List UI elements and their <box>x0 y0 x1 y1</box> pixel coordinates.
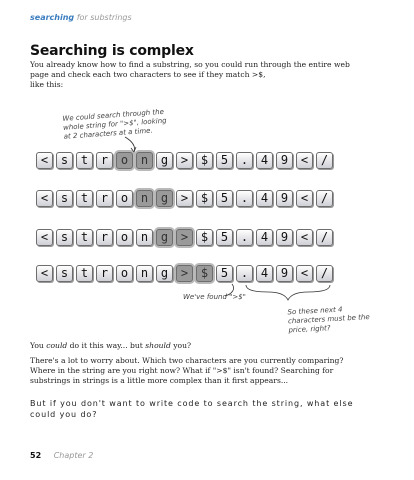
char-key: o <box>116 152 133 169</box>
char-key: / <box>316 190 333 207</box>
char-key: < <box>36 152 53 169</box>
header-section: searching <box>30 13 75 22</box>
char-key: 9 <box>276 265 293 282</box>
char-key: . <box>236 265 253 282</box>
char-row <box>36 190 333 207</box>
next-note: So these next 4 characters must be the price, right? <box>287 305 370 335</box>
char-key: n <box>136 152 153 169</box>
char-key: g <box>156 190 173 207</box>
complexity-paragraph: There's a lot to worry about. Which two characters are you currently comparing? Where in the string are you right now? What if ">$" isn't found? Searching for substrings in strings is a little more complex than it first appears... <box>30 356 344 385</box>
header-subtitle: for substrings <box>76 13 132 22</box>
p2-could: could <box>46 341 68 350</box>
char-key: n <box>136 190 153 207</box>
char-key: g <box>156 265 173 282</box>
char-row <box>36 152 333 169</box>
page-title: Searching is complex <box>30 43 194 59</box>
char-key: t <box>76 190 93 207</box>
char-key: s <box>56 190 73 207</box>
char-key: g <box>156 152 173 169</box>
char-key: s <box>56 229 73 246</box>
char-key: t <box>76 265 93 282</box>
found-note: We've found ">$" <box>183 293 246 301</box>
p2-text-c: you? <box>170 341 192 350</box>
char-row <box>36 265 333 282</box>
intro-tail: like this: <box>30 80 64 89</box>
char-key: < <box>296 190 313 207</box>
char-key: g <box>156 229 173 246</box>
char-key: / <box>316 229 333 246</box>
search-note: We could search through the whole string for ">$", looking at 2 characters at a time. <box>62 107 167 141</box>
char-key: $ <box>196 152 213 169</box>
char-key: t <box>76 152 93 169</box>
char-key: < <box>296 229 313 246</box>
char-key: $ <box>196 265 213 282</box>
char-key: 9 <box>276 229 293 246</box>
char-key: < <box>296 152 313 169</box>
char-key: 4 <box>256 152 273 169</box>
char-key: > <box>176 265 193 282</box>
char-key: > <box>176 152 193 169</box>
char-key: s <box>56 152 73 169</box>
char-key: 9 <box>276 190 293 207</box>
p2-text-b: do it this way... but <box>67 341 146 350</box>
char-key: . <box>236 152 253 169</box>
char-key: / <box>316 265 333 282</box>
char-key: r <box>96 265 113 282</box>
page-footer <box>30 451 93 460</box>
next-brace <box>246 285 330 300</box>
char-key: r <box>96 190 113 207</box>
p2-text-a: You <box>30 341 47 350</box>
char-key: 5 <box>216 152 233 169</box>
char-key: 5 <box>216 229 233 246</box>
intro-paragraph <box>30 60 360 90</box>
char-key: n <box>136 229 153 246</box>
char-row <box>36 229 333 246</box>
could-should-line <box>30 341 191 351</box>
char-key: . <box>236 229 253 246</box>
char-key: o <box>116 190 133 207</box>
chapter-label: Chapter 2 <box>53 451 94 460</box>
p2-should: should <box>145 341 171 350</box>
char-key: > <box>176 190 193 207</box>
char-key: o <box>116 265 133 282</box>
char-key: < <box>36 265 53 282</box>
char-key: 5 <box>216 190 233 207</box>
char-key: < <box>36 190 53 207</box>
question-text: But if you don't want to write code to search the string, what else could you do? <box>30 399 354 419</box>
char-key: r <box>96 229 113 246</box>
char-key: / <box>316 152 333 169</box>
char-key: n <box>136 265 153 282</box>
char-key: r <box>96 152 113 169</box>
char-key: s <box>56 265 73 282</box>
char-key: o <box>116 229 133 246</box>
intro-text: You already know how to find a substring, so you could run through the entire web page and check each two characters to see if they match >$, <box>30 60 350 79</box>
char-key: 4 <box>256 265 273 282</box>
running-header <box>30 13 132 22</box>
page-number: 52 <box>30 451 42 460</box>
char-key: $ <box>196 190 213 207</box>
char-key: 9 <box>276 152 293 169</box>
char-key: $ <box>196 229 213 246</box>
char-key: > <box>176 229 193 246</box>
char-key: 4 <box>256 190 273 207</box>
char-key: < <box>296 265 313 282</box>
char-key: t <box>76 229 93 246</box>
char-key: 5 <box>216 265 233 282</box>
char-key: . <box>236 190 253 207</box>
char-key: < <box>36 229 53 246</box>
char-key: 4 <box>256 229 273 246</box>
search-arrow <box>125 137 135 152</box>
